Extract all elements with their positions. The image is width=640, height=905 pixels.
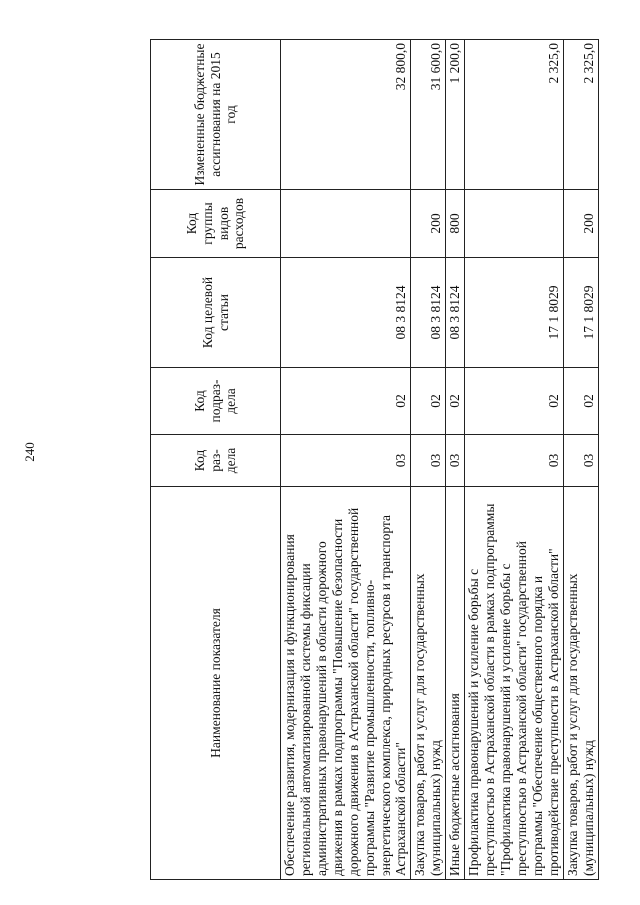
header-amount: Измененные бюджетные ассигнования на 2015 год [151, 40, 281, 190]
cell-name: Профилактика правонарушений и усиление борьбы с преступностью в Астраханской области в рамках подпрограммы "Профилактика правонарушений и усиление борьбы с преступностью в Астраханской области" государственной программы "Обеспечение общественного порядка и противодействие преступности в Астраханской области" [465, 487, 564, 880]
page-number: 240 [22, 442, 37, 462]
cell-podrazdel: 02 [563, 368, 598, 435]
table-row [465, 40, 564, 880]
cell-celevaya: 08 3 8124 [446, 258, 465, 368]
cell-razdel: 03 [446, 435, 465, 487]
header-celevaya: Код целевой статьи [151, 258, 281, 368]
header-vid: Код группы видов расходов [151, 190, 281, 258]
cell-podrazdel: 02 [446, 368, 465, 435]
header-razdel: Код раз-дела [151, 435, 281, 487]
table-header-row [151, 40, 281, 880]
cell-vid: 800 [446, 190, 465, 258]
header-name: Наименование показателя [151, 487, 281, 880]
table-row [446, 40, 465, 880]
cell-name: Обеспечение развития, модернизация и функционирования региональной автоматизированной системы фиксации административных правонарушений в области дорожного движения в рамках подпрограммы "Повышение безопасности дорожного движения в Астраханской области" государственной программы "Развитие промышленности, топливно-энергетического комплекса, природных ресурсов и транспорта Астраханской области" [281, 487, 411, 880]
cell-name: Закупка товаров, работ и услуг для государственных (муниципальных) нужд [563, 487, 598, 880]
table-row [281, 40, 411, 880]
budget-table-rotated [150, 40, 596, 880]
cell-razdel: 03 [465, 435, 564, 487]
cell-vid: 200 [563, 190, 598, 258]
budget-table [150, 39, 599, 880]
cell-celevaya: 17 1 8029 [465, 258, 564, 368]
cell-celevaya: 08 3 8124 [411, 258, 446, 368]
table-row [411, 40, 446, 880]
cell-razdel: 03 [563, 435, 598, 487]
cell-vid: 200 [411, 190, 446, 258]
cell-razdel: 03 [411, 435, 446, 487]
cell-podrazdel: 02 [281, 368, 411, 435]
table-row [563, 40, 598, 880]
cell-amount: 2 325,0 [563, 40, 598, 190]
cell-podrazdel: 02 [411, 368, 446, 435]
cell-name: Закупка товаров, работ и услуг для государственных (муниципальных) нужд [411, 487, 446, 880]
cell-amount: 31 600,0 [411, 40, 446, 190]
cell-razdel: 03 [281, 435, 411, 487]
cell-name: Иные бюджетные ассигнования [446, 487, 465, 880]
cell-amount: 32 800,0 [281, 40, 411, 190]
cell-amount: 1 200,0 [446, 40, 465, 190]
cell-celevaya: 17 1 8029 [563, 258, 598, 368]
header-podrazdel: Код подраз-дела [151, 368, 281, 435]
cell-podrazdel: 02 [465, 368, 564, 435]
cell-vid [465, 190, 564, 258]
cell-vid [281, 190, 411, 258]
cell-celevaya: 08 3 8124 [281, 258, 411, 368]
cell-amount: 2 325,0 [465, 40, 564, 190]
